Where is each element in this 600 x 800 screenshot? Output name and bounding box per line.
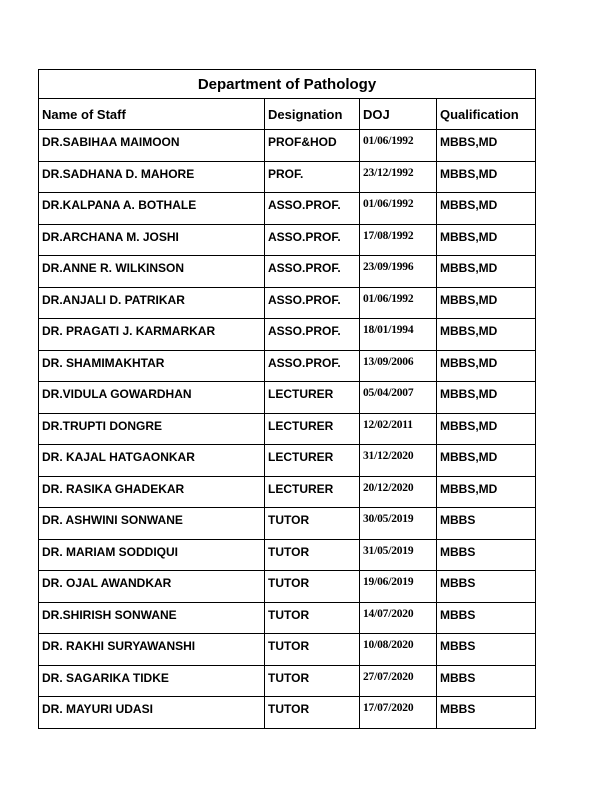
designation-cell: TUTOR — [265, 634, 360, 666]
staff-name-cell: DR. ASHWINI SONWANE — [39, 508, 265, 540]
staff-name-cell: DR. MARIAM SODDIQUI — [39, 539, 265, 571]
staff-name-cell: DR. SHAMIMAKHTAR — [39, 350, 265, 382]
designation-cell: TUTOR — [265, 602, 360, 634]
staff-name-cell: DR.ANJALI D. PATRIKAR — [39, 287, 265, 319]
page-title: Department of Pathology — [39, 70, 536, 99]
qualification-cell: MBBS — [437, 508, 536, 540]
table-row — [39, 539, 536, 571]
table-row — [39, 161, 536, 193]
designation-cell: TUTOR — [265, 508, 360, 540]
doj-cell: 14/07/2020 — [360, 602, 437, 634]
designation-cell: PROF. — [265, 161, 360, 193]
staff-name-cell: DR. OJAL AWANDKAR — [39, 571, 265, 603]
qualification-cell: MBBS,MD — [437, 193, 536, 225]
staff-name-cell: DR.SADHANA D. MAHORE — [39, 161, 265, 193]
doj-cell: 01/06/1992 — [360, 287, 437, 319]
doj-cell: 31/12/2020 — [360, 445, 437, 477]
qualification-cell: MBBS,MD — [437, 224, 536, 256]
column-header-name: Name of Staff — [39, 99, 265, 130]
title-row — [39, 70, 536, 99]
table-row — [39, 476, 536, 508]
staff-name-cell: DR. KAJAL HATGAONKAR — [39, 445, 265, 477]
doj-cell: 23/12/1992 — [360, 161, 437, 193]
table-row — [39, 130, 536, 162]
table-row — [39, 382, 536, 414]
table-row — [39, 319, 536, 351]
qualification-cell: MBBS — [437, 602, 536, 634]
qualification-cell: MBBS,MD — [437, 256, 536, 288]
table-row — [39, 634, 536, 666]
qualification-cell: MBBS,MD — [437, 476, 536, 508]
staff-name-cell: DR. PRAGATI J. KARMARKAR — [39, 319, 265, 351]
qualification-cell: MBBS,MD — [437, 413, 536, 445]
designation-cell: LECTURER — [265, 476, 360, 508]
doj-cell: 01/06/1992 — [360, 193, 437, 225]
qualification-cell: MBBS — [437, 539, 536, 571]
table-row — [39, 193, 536, 225]
column-header-doj: DOJ — [360, 99, 437, 130]
doj-cell: 01/06/1992 — [360, 130, 437, 162]
staff-name-cell: DR.SHIRISH SONWANE — [39, 602, 265, 634]
doj-cell: 18/01/1994 — [360, 319, 437, 351]
qualification-cell: MBBS — [437, 634, 536, 666]
column-header-designation: Designation — [265, 99, 360, 130]
table-row — [39, 287, 536, 319]
staff-table — [38, 69, 536, 729]
doj-cell: 10/08/2020 — [360, 634, 437, 666]
header-row — [39, 99, 536, 130]
designation-cell: ASSO.PROF. — [265, 319, 360, 351]
doj-cell: 20/12/2020 — [360, 476, 437, 508]
table-row — [39, 665, 536, 697]
designation-cell: PROF&HOD — [265, 130, 360, 162]
designation-cell: ASSO.PROF. — [265, 256, 360, 288]
doj-cell: 05/04/2007 — [360, 382, 437, 414]
staff-name-cell: DR.ANNE R. WILKINSON — [39, 256, 265, 288]
staff-name-cell: DR.ARCHANA M. JOSHI — [39, 224, 265, 256]
qualification-cell: MBBS — [437, 697, 536, 729]
qualification-cell: MBBS,MD — [437, 130, 536, 162]
designation-cell: LECTURER — [265, 413, 360, 445]
qualification-cell: MBBS,MD — [437, 382, 536, 414]
designation-cell: LECTURER — [265, 445, 360, 477]
doj-cell: 27/07/2020 — [360, 665, 437, 697]
staff-name-cell: DR. MAYURI UDASI — [39, 697, 265, 729]
table-row — [39, 508, 536, 540]
doj-cell: 17/07/2020 — [360, 697, 437, 729]
designation-cell: ASSO.PROF. — [265, 224, 360, 256]
staff-name-cell: DR.VIDULA GOWARDHAN — [39, 382, 265, 414]
doj-cell: 19/06/2019 — [360, 571, 437, 603]
staff-name-cell: DR.TRUPTI DONGRE — [39, 413, 265, 445]
doj-cell: 17/08/1992 — [360, 224, 437, 256]
qualification-cell: MBBS,MD — [437, 445, 536, 477]
designation-cell: TUTOR — [265, 539, 360, 571]
table-row — [39, 413, 536, 445]
designation-cell: TUTOR — [265, 697, 360, 729]
table-row — [39, 445, 536, 477]
table-row — [39, 350, 536, 382]
table-row — [39, 602, 536, 634]
designation-cell: ASSO.PROF. — [265, 193, 360, 225]
designation-cell: TUTOR — [265, 665, 360, 697]
designation-cell: TUTOR — [265, 571, 360, 603]
doj-cell: 31/05/2019 — [360, 539, 437, 571]
table-row — [39, 571, 536, 603]
doj-cell: 13/09/2006 — [360, 350, 437, 382]
qualification-cell: MBBS — [437, 571, 536, 603]
table-row — [39, 224, 536, 256]
table-row — [39, 256, 536, 288]
qualification-cell: MBBS — [437, 665, 536, 697]
staff-name-cell: DR. RAKHI SURYAWANSHI — [39, 634, 265, 666]
qualification-cell: MBBS,MD — [437, 350, 536, 382]
doj-cell: 23/09/1996 — [360, 256, 437, 288]
doj-cell: 30/05/2019 — [360, 508, 437, 540]
designation-cell: ASSO.PROF. — [265, 350, 360, 382]
staff-name-cell: DR.SABIHAA MAIMOON — [39, 130, 265, 162]
staff-name-cell: DR. SAGARIKA TIDKE — [39, 665, 265, 697]
qualification-cell: MBBS,MD — [437, 319, 536, 351]
staff-name-cell: DR. RASIKA GHADEKAR — [39, 476, 265, 508]
doj-cell: 12/02/2011 — [360, 413, 437, 445]
table-row — [39, 697, 536, 729]
designation-cell: LECTURER — [265, 382, 360, 414]
column-header-qualification: Qualification — [437, 99, 536, 130]
staff-name-cell: DR.KALPANA A. BOTHALE — [39, 193, 265, 225]
qualification-cell: MBBS,MD — [437, 287, 536, 319]
qualification-cell: MBBS,MD — [437, 161, 536, 193]
designation-cell: ASSO.PROF. — [265, 287, 360, 319]
